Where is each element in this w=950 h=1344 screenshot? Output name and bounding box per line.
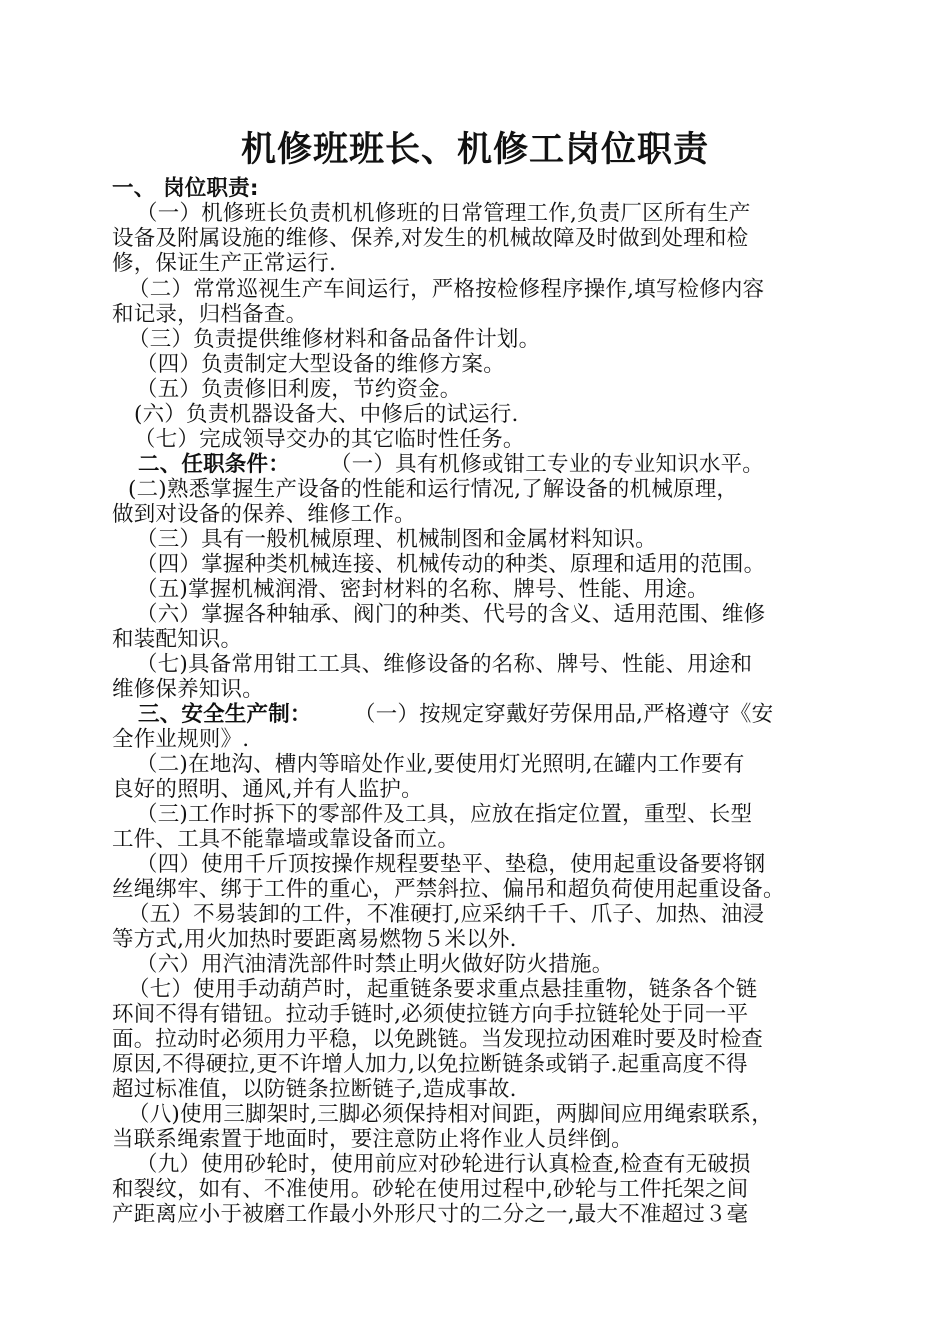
section-1-line: (六）负责机器设备大、中修后的试运行. [134, 402, 519, 427]
section-1-line: （五）负责修旧利废，节约资金。 [136, 377, 462, 402]
section-2-line: 维修保养知识。 [112, 677, 264, 702]
section-2-line: （四）掌握种类机械连接、机械传动的种类、原理和适用的范围。 [136, 552, 766, 577]
section-3-line: 等方式,用火加热时要距离易燃物５米以外. [112, 927, 517, 952]
section-3-line: （六）用汽油清洗部件时禁止明火做好防火措施。 [136, 952, 614, 977]
section-3-line: 良好的照明、通风,并有人监护。 [112, 777, 423, 802]
document-title: 机修班班长、机修工岗位职责 [240, 130, 709, 170]
section-3-line: （三)工作时拆下的零部件及工具，应放在指定位置，重型、长型 [136, 802, 753, 827]
section-2-line: （七)具备常用钳工工具、维修设备的名称、牌号、性能、用途和 [136, 652, 753, 677]
section-1-line: （二）常常巡视生产车间运行，严格按检修程序操作,填写检修内容 [128, 277, 765, 302]
section-2-heading: 二、任职条件： [138, 452, 290, 477]
section-1-line: （四）负责制定大型设备的维修方案。 [136, 352, 505, 377]
section-3-line: 丝绳绑牢、绑于工件的重心，严禁斜拉、偏吊和超负荷使用起重设备。 [112, 877, 785, 902]
section-2-line: (二)熟悉掌握生产设备的性能和运行情况,了解设备的机械原理， [128, 477, 739, 502]
section-3-line: 当联系绳索置于地面时，要注意防止将作业人员绊倒。 [112, 1127, 633, 1152]
section-2-line: 做到对设备的保养、维修工作。 [112, 502, 416, 527]
section-1-line: 修，保证生产正常运行. [112, 251, 337, 276]
section-3-line: （八)使用三脚架时,三脚必须保持相对间距，两脚间应用绳索联系， [128, 1102, 773, 1127]
section-3-line: 超过标准值，以防链条拉断链子,造成事故. [112, 1077, 517, 1102]
section-3-line: （二)在地沟、槽内等暗处作业,要使用灯光照明,在罐内工作要有 [136, 752, 745, 777]
section-1-line: 设备及附属设施的维修、保养,对发生的机械故障及时做到处理和检 [112, 226, 749, 251]
section-3-heading: 三、安全生产制： [138, 702, 312, 727]
section-1-line: （七）完成领导交办的其它临时性任务。 [134, 427, 525, 452]
section-1-line: 和记录，归档备查。 [112, 302, 308, 327]
section-2-line: （一）具有机修或钳工专业的专业知识水平。 [330, 452, 765, 477]
section-1-heading: 一、 岗位职责: [112, 176, 259, 201]
section-2-line: （五)掌握机械润滑、密封材料的名称、牌号、性能、用途。 [136, 577, 709, 602]
section-3-line: 和裂纹，如有、不准使用。砂轮在使用过程中,砂轮与工件托架之间 [112, 1177, 749, 1202]
section-1-line: （一）机修班长负责机机修班的日常管理工作,负责厂区所有生产 [136, 201, 751, 226]
section-2-line: 和装配知识。 [112, 627, 243, 652]
section-3-line: （七）使用手动葫芦时，起重链条要求重点悬挂重物，链条各个链 [128, 977, 758, 1002]
section-3-line: 全作业规则》. [112, 727, 250, 752]
section-3-line: （四）使用千斤顶按操作规程要垫平、垫稳，使用起重设备要将钢 [136, 852, 766, 877]
section-3-line: 环间不得有错钮。拉动手链时,必须使拉链方向手拉链轮处于同一平 [112, 1002, 749, 1027]
section-3-line: （一）按规定穿戴好劳保用品,严格遵守《安 [354, 702, 774, 727]
section-3-line: 原因,不得硬拉,更不许增人加力,以免拉断链条或销子.起重高度不得 [112, 1052, 748, 1077]
section-3-line: （五）不易装卸的工件，不准硬打,应采纳千千、爪子、加热、油浸 [128, 902, 765, 927]
section-3-line: （九）使用砂轮时，使用前应对砂轮进行认真检查,检查有无破损 [136, 1152, 751, 1177]
section-2-line: （六）掌握各种轴承、阀门的种类、代号的含义、适用范围、维修 [136, 602, 766, 627]
section-1-line: （三）负责提供维修材料和备品备件计划。 [128, 327, 541, 352]
section-2-line: （三）具有一般机械原理、机械制图和金属材料知识。 [136, 527, 657, 552]
section-3-line: 面。拉动时必须用力平稳，以免跳链。当发现拉动困难时要及时检查 [112, 1027, 764, 1052]
section-3-line: 产距离应小于被磨工作最小外形尺寸的二分之一,最大不准超过３毫 [112, 1202, 749, 1227]
section-3-line: 工件、工具不能靠墙或靠设备而立。 [112, 827, 460, 852]
